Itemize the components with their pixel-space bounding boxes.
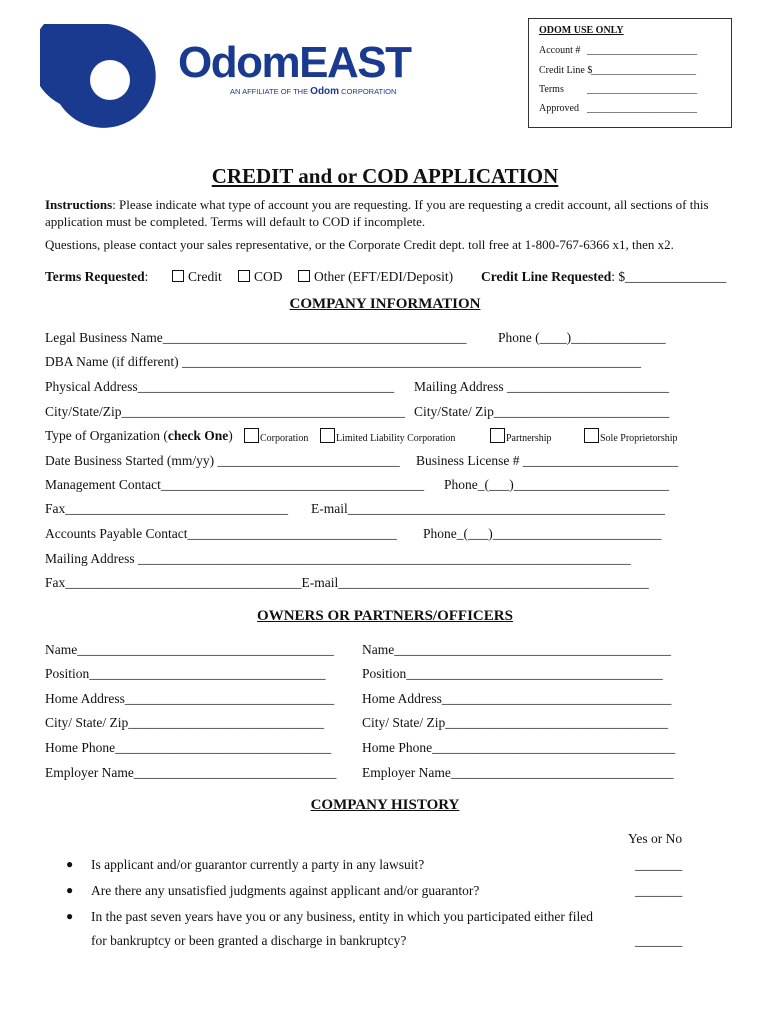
owner2-home-address-field[interactable]: Home Address__________________________________ <box>362 691 672 706</box>
company-info-heading: COMPANY INFORMATION <box>289 296 481 312</box>
bullet-icon: ● <box>66 883 74 897</box>
accounts-payable-contact-field[interactable]: Accounts Payable Contact_______________________________ <box>45 526 397 541</box>
judgments-question: Are there any unsatisfied judgments against applicant and/or guarantor? <box>91 883 480 898</box>
city-state-zip-2-field[interactable]: City/State/ Zip__________________________ <box>414 404 670 419</box>
legal-business-name-field[interactable]: Legal Business Name_____________________________________________ <box>45 330 467 345</box>
checkbox-icon[interactable] <box>238 270 250 282</box>
yes-no-label: Yes or No <box>628 831 683 846</box>
ap-fax-email-field[interactable]: Fax___________________________________E-mail______________________________________________ <box>45 575 649 590</box>
account-blank[interactable]: ______________________ <box>587 45 697 56</box>
bankruptcy-question: In the past seven years have you or any business, entity in which you participated either filed <box>91 909 593 924</box>
physical-address-field[interactable]: Physical Address______________________________________ <box>45 379 395 394</box>
credit-line-blank[interactable]: _____________________ <box>591 65 696 76</box>
affiliate-line: AN AFFILIATE OF THE Odom CORPORATION <box>230 86 397 97</box>
terms-requested-row: Terms Requested: <box>45 269 149 284</box>
credit-line-requested[interactable]: Credit Line Requested: $_______________ <box>481 269 727 284</box>
org-option-sole-proprietorship[interactable]: Sole Proprietorship <box>584 428 678 444</box>
company-history-heading: COMPANY HISTORY <box>310 797 460 813</box>
org-option-llc[interactable]: Limited Liability Corporation <box>320 428 455 444</box>
owner2-city-state-zip-field[interactable]: City/ State/ Zip_________________________________ <box>362 715 668 730</box>
brand-name: OdomEAST <box>178 38 411 87</box>
fax-field[interactable]: Fax_________________________________ <box>45 501 288 516</box>
email-field[interactable]: E-mail_______________________________________________ <box>311 501 665 516</box>
owner1-employer-name-field[interactable]: Employer Name______________________________ <box>45 765 337 780</box>
page-title: CREDIT and or COD APPLICATION <box>211 164 559 188</box>
lawsuit-answer-blank[interactable]: _______ <box>635 857 683 872</box>
owner1-position-field[interactable]: Position___________________________________ <box>45 666 326 681</box>
owner1-home-phone-field[interactable]: Home Phone________________________________ <box>45 740 332 755</box>
owners-heading: OWNERS OR PARTNERS/OFFICERS <box>257 608 513 624</box>
odom-logo-icon <box>40 18 160 138</box>
contact-line: Questions, please contact your sales representative, or the Corporate Credit dept. toll free at 1-800-767-6366 x1, then x2. <box>45 237 674 252</box>
terms-blank[interactable]: ______________________ <box>587 84 697 95</box>
phone-field[interactable]: Phone (____)______________ <box>498 330 666 345</box>
owner1-home-address-field[interactable]: Home Address_______________________________ <box>45 691 335 706</box>
approved-label: Approved <box>539 103 579 114</box>
bankruptcy-answer-blank[interactable]: _______ <box>635 933 683 948</box>
checkbox-icon[interactable] <box>320 428 335 443</box>
owner1-name-field[interactable]: Name______________________________________ <box>45 642 334 657</box>
owner2-name-field[interactable]: Name_________________________________________ <box>362 642 671 657</box>
odom-use-heading: ODOM USE ONLY <box>539 25 624 36</box>
checkbox-icon[interactable] <box>298 270 310 282</box>
city-state-zip-field[interactable]: City/State/Zip__________________________________________ <box>45 404 405 419</box>
org-option-partnership[interactable]: Partnership <box>490 428 552 444</box>
terms-option-cod[interactable]: COD <box>238 269 283 285</box>
ap-mailing-address-field[interactable]: Mailing Address _________________________________________________________________________ <box>45 551 631 566</box>
credit-line-label: Credit Line $ <box>539 65 593 76</box>
terms-option-other[interactable]: Other (EFT/EDI/Deposit) <box>298 269 453 285</box>
checkbox-icon[interactable] <box>244 428 259 443</box>
checkbox-icon[interactable] <box>584 428 599 443</box>
owner1-city-state-zip-field[interactable]: City/ State/ Zip_____________________________ <box>45 715 324 730</box>
owner2-position-field[interactable]: Position______________________________________ <box>362 666 663 681</box>
mailing-address-field[interactable]: Mailing Address ________________________ <box>414 379 669 394</box>
date-business-started-field[interactable]: Date Business Started (mm/yy) ___________________________ <box>45 453 400 468</box>
organization-type-label: Type of Organization (check One) <box>45 428 233 443</box>
approved-blank[interactable]: ______________________ <box>587 103 697 114</box>
terms-label: Terms <box>539 84 564 95</box>
terms-option-credit[interactable]: Credit <box>172 269 222 285</box>
checkbox-icon[interactable] <box>172 270 184 282</box>
org-option-corporation[interactable]: Corporation <box>244 428 308 444</box>
ap-phone-field[interactable]: Phone_(___)_________________________ <box>423 526 662 541</box>
dba-name-field[interactable]: DBA Name (if different) ____________________________________________________________________ <box>45 354 641 369</box>
management-contact-field[interactable]: Management Contact_______________________________________ <box>45 477 425 492</box>
judgments-answer-blank[interactable]: _______ <box>635 883 683 898</box>
checkbox-icon[interactable] <box>490 428 505 443</box>
bankruptcy-question-cont: for bankruptcy or been granted a discharge in bankruptcy? <box>91 933 407 948</box>
account-label: Account # <box>539 45 581 56</box>
owner2-employer-name-field[interactable]: Employer Name_________________________________ <box>362 765 674 780</box>
management-phone-field[interactable]: Phone_(___)_______________________ <box>444 477 669 492</box>
owner2-home-phone-field[interactable]: Home Phone____________________________________ <box>362 740 676 755</box>
instructions: Instructions: Please indicate what type of account you are requesting. If you are requesting a credit account, all sections of this application must be completed. Terms will default to COD if incomplete. <box>45 197 709 229</box>
bullet-icon: ● <box>66 909 74 923</box>
odom-use-only-box <box>528 18 732 128</box>
bullet-icon: ● <box>66 857 74 871</box>
business-license-field[interactable]: Business License # _______________________ <box>416 453 679 468</box>
lawsuit-question: Is applicant and/or guarantor currently a party in any lawsuit? <box>91 857 425 872</box>
